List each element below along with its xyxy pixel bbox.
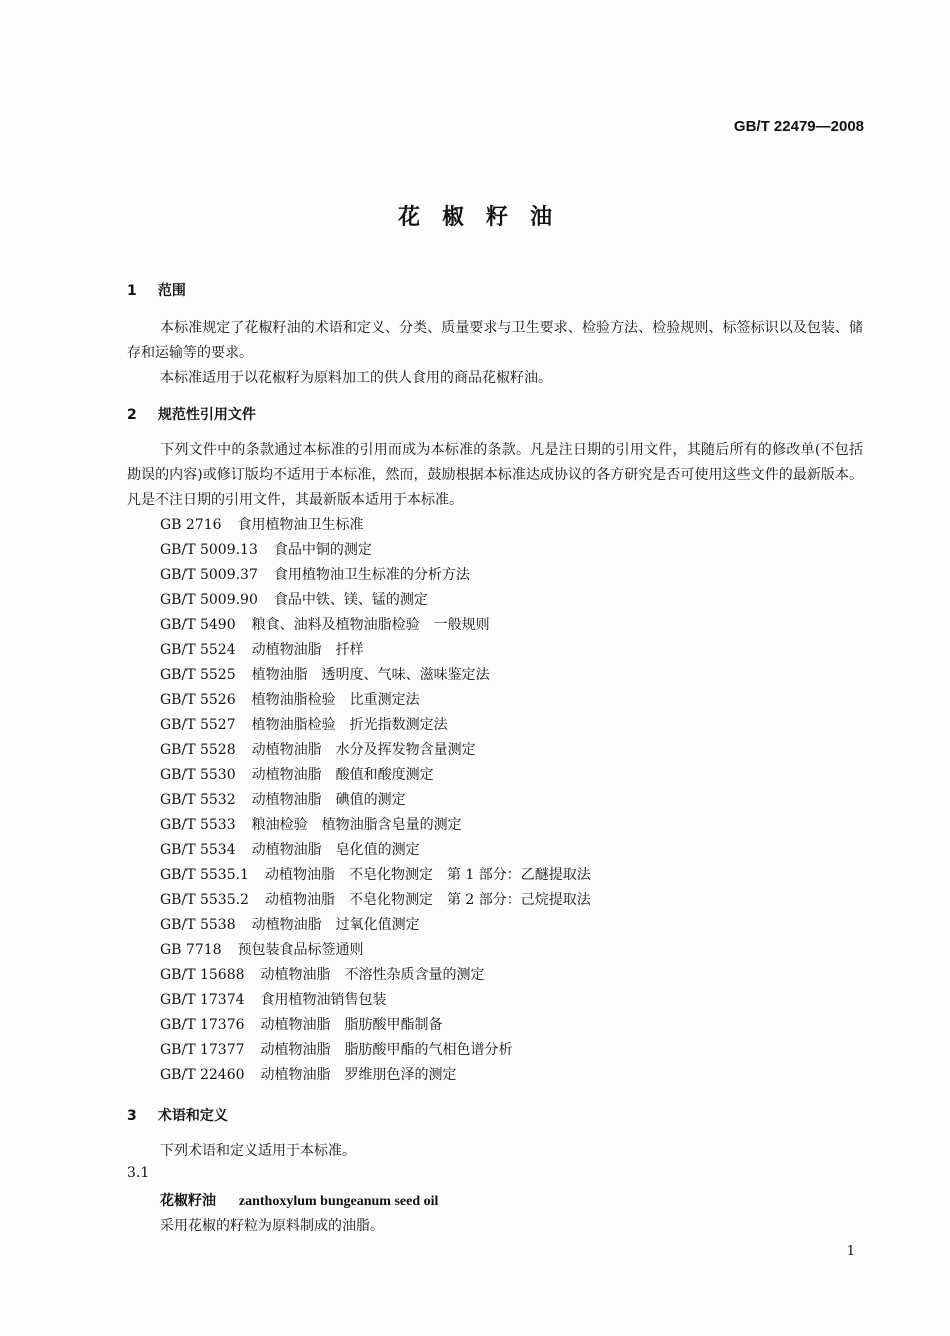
reference-item	[160, 513, 591, 538]
reference-title: 植物油脂 透明度、气味、滋味鉴定法	[251, 667, 490, 683]
reference-title: 植物油脂检验 比重测定法	[251, 692, 420, 708]
term-zh: 花椒籽油	[160, 1193, 216, 1209]
section-1-paragraph-2	[127, 366, 863, 391]
reference-code: GB/T 22460	[160, 1067, 245, 1083]
section-1-number: 1	[127, 283, 137, 299]
term-entry	[160, 1190, 438, 1210]
reference-item	[160, 938, 591, 963]
section-1-heading	[127, 280, 186, 300]
reference-code: GB/T 5524	[160, 642, 236, 658]
section-1-paragraph-2-text: 本标准适用于以花椒籽为原料加工的供人食用的商品花椒籽油。	[160, 370, 552, 386]
reference-code: GB/T 5526	[160, 692, 236, 708]
section-2-intro	[127, 438, 863, 513]
reference-item	[160, 963, 591, 988]
reference-item	[160, 988, 591, 1013]
reference-code: GB 7718	[160, 942, 222, 958]
reference-title: 动植物油脂 扦样	[251, 642, 364, 658]
term-definition: 采用花椒的籽粒为原料制成的油脂。	[160, 1218, 384, 1234]
section-3-number: 3	[127, 1108, 137, 1124]
reference-title: 植物油脂检验 折光指数测定法	[251, 717, 448, 733]
standard-number: GB/T 22479—2008	[733, 118, 864, 135]
normative-references-list	[160, 513, 591, 1088]
reference-item	[160, 888, 591, 913]
reference-title: 动植物油脂 酸值和酸度测定	[251, 767, 434, 783]
section-3-heading	[127, 1105, 228, 1125]
reference-title: 动植物油脂 脂肪酸甲酯制备	[260, 1017, 443, 1033]
reference-item	[160, 638, 591, 663]
section-1-paragraph-1-text: 本标准规定了花椒籽油的术语和定义、分类、质量要求与卫生要求、检验方法、检验规则、标签标识以及包装、储存和运输等的要求。	[127, 320, 863, 361]
reference-code: GB/T 5538	[160, 917, 236, 933]
reference-code: GB/T 5535.1	[160, 867, 249, 883]
section-2-intro-text: 下列文件中的条款通过本标准的引用而成为本标准的条款。凡是注日期的引用文件，其随后所有的修改单(不包括勘误的内容)或修订版均不适用于本标准，然而，鼓励根据本标准达成协议的各方研究是否可使用这些文件的最新版本。凡是不注日期的引用文件，其最新版本适用于本标准。	[127, 442, 863, 508]
reference-title: 动植物油脂 不皂化物测定 第 1 部分：乙醚提取法	[264, 867, 591, 883]
reference-item	[160, 763, 591, 788]
section-1-title: 范围	[157, 283, 186, 299]
reference-title: 食用植物油卫生标准	[237, 517, 364, 533]
reference-title: 食用植物油卫生标准的分析方法	[273, 567, 470, 583]
section-3-title: 术语和定义	[157, 1108, 228, 1124]
reference-item	[160, 863, 591, 888]
section-2-title: 规范性引用文件	[157, 407, 256, 423]
reference-item	[160, 788, 591, 813]
section-3-intro-text: 下列术语和定义适用于本标准。	[160, 1143, 356, 1159]
section-2-heading	[127, 404, 256, 424]
reference-code: GB/T 5525	[160, 667, 236, 683]
reference-item	[160, 1038, 591, 1063]
reference-item	[160, 688, 591, 713]
reference-code: GB/T 5528	[160, 742, 236, 758]
reference-title: 动植物油脂 过氧化值测定	[251, 917, 420, 933]
reference-code: GB/T 5535.2	[160, 892, 249, 908]
reference-title: 粮食、油料及植物油脂检验 一般规则	[251, 617, 490, 633]
reference-title: 动植物油脂 皂化值的测定	[251, 842, 420, 858]
reference-title: 食用植物油销售包装	[260, 992, 387, 1008]
reference-item	[160, 813, 591, 838]
reference-item	[160, 713, 591, 738]
reference-item	[160, 738, 591, 763]
reference-code: GB/T 5533	[160, 817, 236, 833]
reference-item	[160, 1013, 591, 1038]
section-3-intro	[127, 1139, 863, 1164]
reference-code: GB/T 5527	[160, 717, 236, 733]
reference-title: 食品中铁、镁、锰的测定	[273, 592, 428, 608]
reference-title: 动植物油脂 碘值的测定	[251, 792, 406, 808]
reference-title: 动植物油脂 脂肪酸甲酯的气相色谱分析	[260, 1042, 513, 1058]
reference-title: 食品中铜的测定	[273, 542, 372, 558]
reference-item	[160, 588, 591, 613]
reference-item	[160, 663, 591, 688]
reference-item	[160, 913, 591, 938]
reference-code: GB/T 17377	[160, 1042, 245, 1058]
reference-code: GB 2716	[160, 517, 222, 533]
reference-title: 动植物油脂 不皂化物测定 第 2 部分：己烷提取法	[264, 892, 591, 908]
reference-code: GB/T 5532	[160, 792, 236, 808]
page-title: 花椒籽油	[397, 205, 574, 230]
reference-item	[160, 538, 591, 563]
reference-code: GB/T 5009.90	[160, 592, 258, 608]
section-1-paragraph-1	[127, 316, 863, 366]
reference-code: GB/T 5009.37	[160, 567, 258, 583]
reference-item	[160, 838, 591, 863]
section-2-number: 2	[127, 407, 137, 423]
reference-item	[160, 1063, 591, 1088]
reference-title: 动植物油脂 不溶性杂质含量的测定	[260, 967, 485, 983]
reference-code: GB/T 5009.13	[160, 542, 258, 558]
reference-item	[160, 613, 591, 638]
reference-title: 粮油检验 植物油脂含皂量的测定	[251, 817, 462, 833]
reference-item	[160, 563, 591, 588]
reference-code: GB/T 17374	[160, 992, 245, 1008]
reference-code: GB/T 17376	[160, 1017, 245, 1033]
term-en: zanthoxylum bungeanum seed oil	[238, 1194, 439, 1209]
reference-code: GB/T 5530	[160, 767, 236, 783]
reference-code: GB/T 5534	[160, 842, 236, 858]
page-number: 1	[846, 1244, 855, 1259]
reference-code: GB/T 5490	[160, 617, 236, 633]
clause-number: 3.1	[127, 1165, 150, 1181]
reference-title: 动植物油脂 罗维朋色泽的测定	[260, 1067, 457, 1083]
reference-title: 预包装食品标签通则	[237, 942, 364, 958]
reference-title: 动植物油脂 水分及挥发物含量测定	[251, 742, 476, 758]
reference-code: GB/T 15688	[160, 967, 245, 983]
